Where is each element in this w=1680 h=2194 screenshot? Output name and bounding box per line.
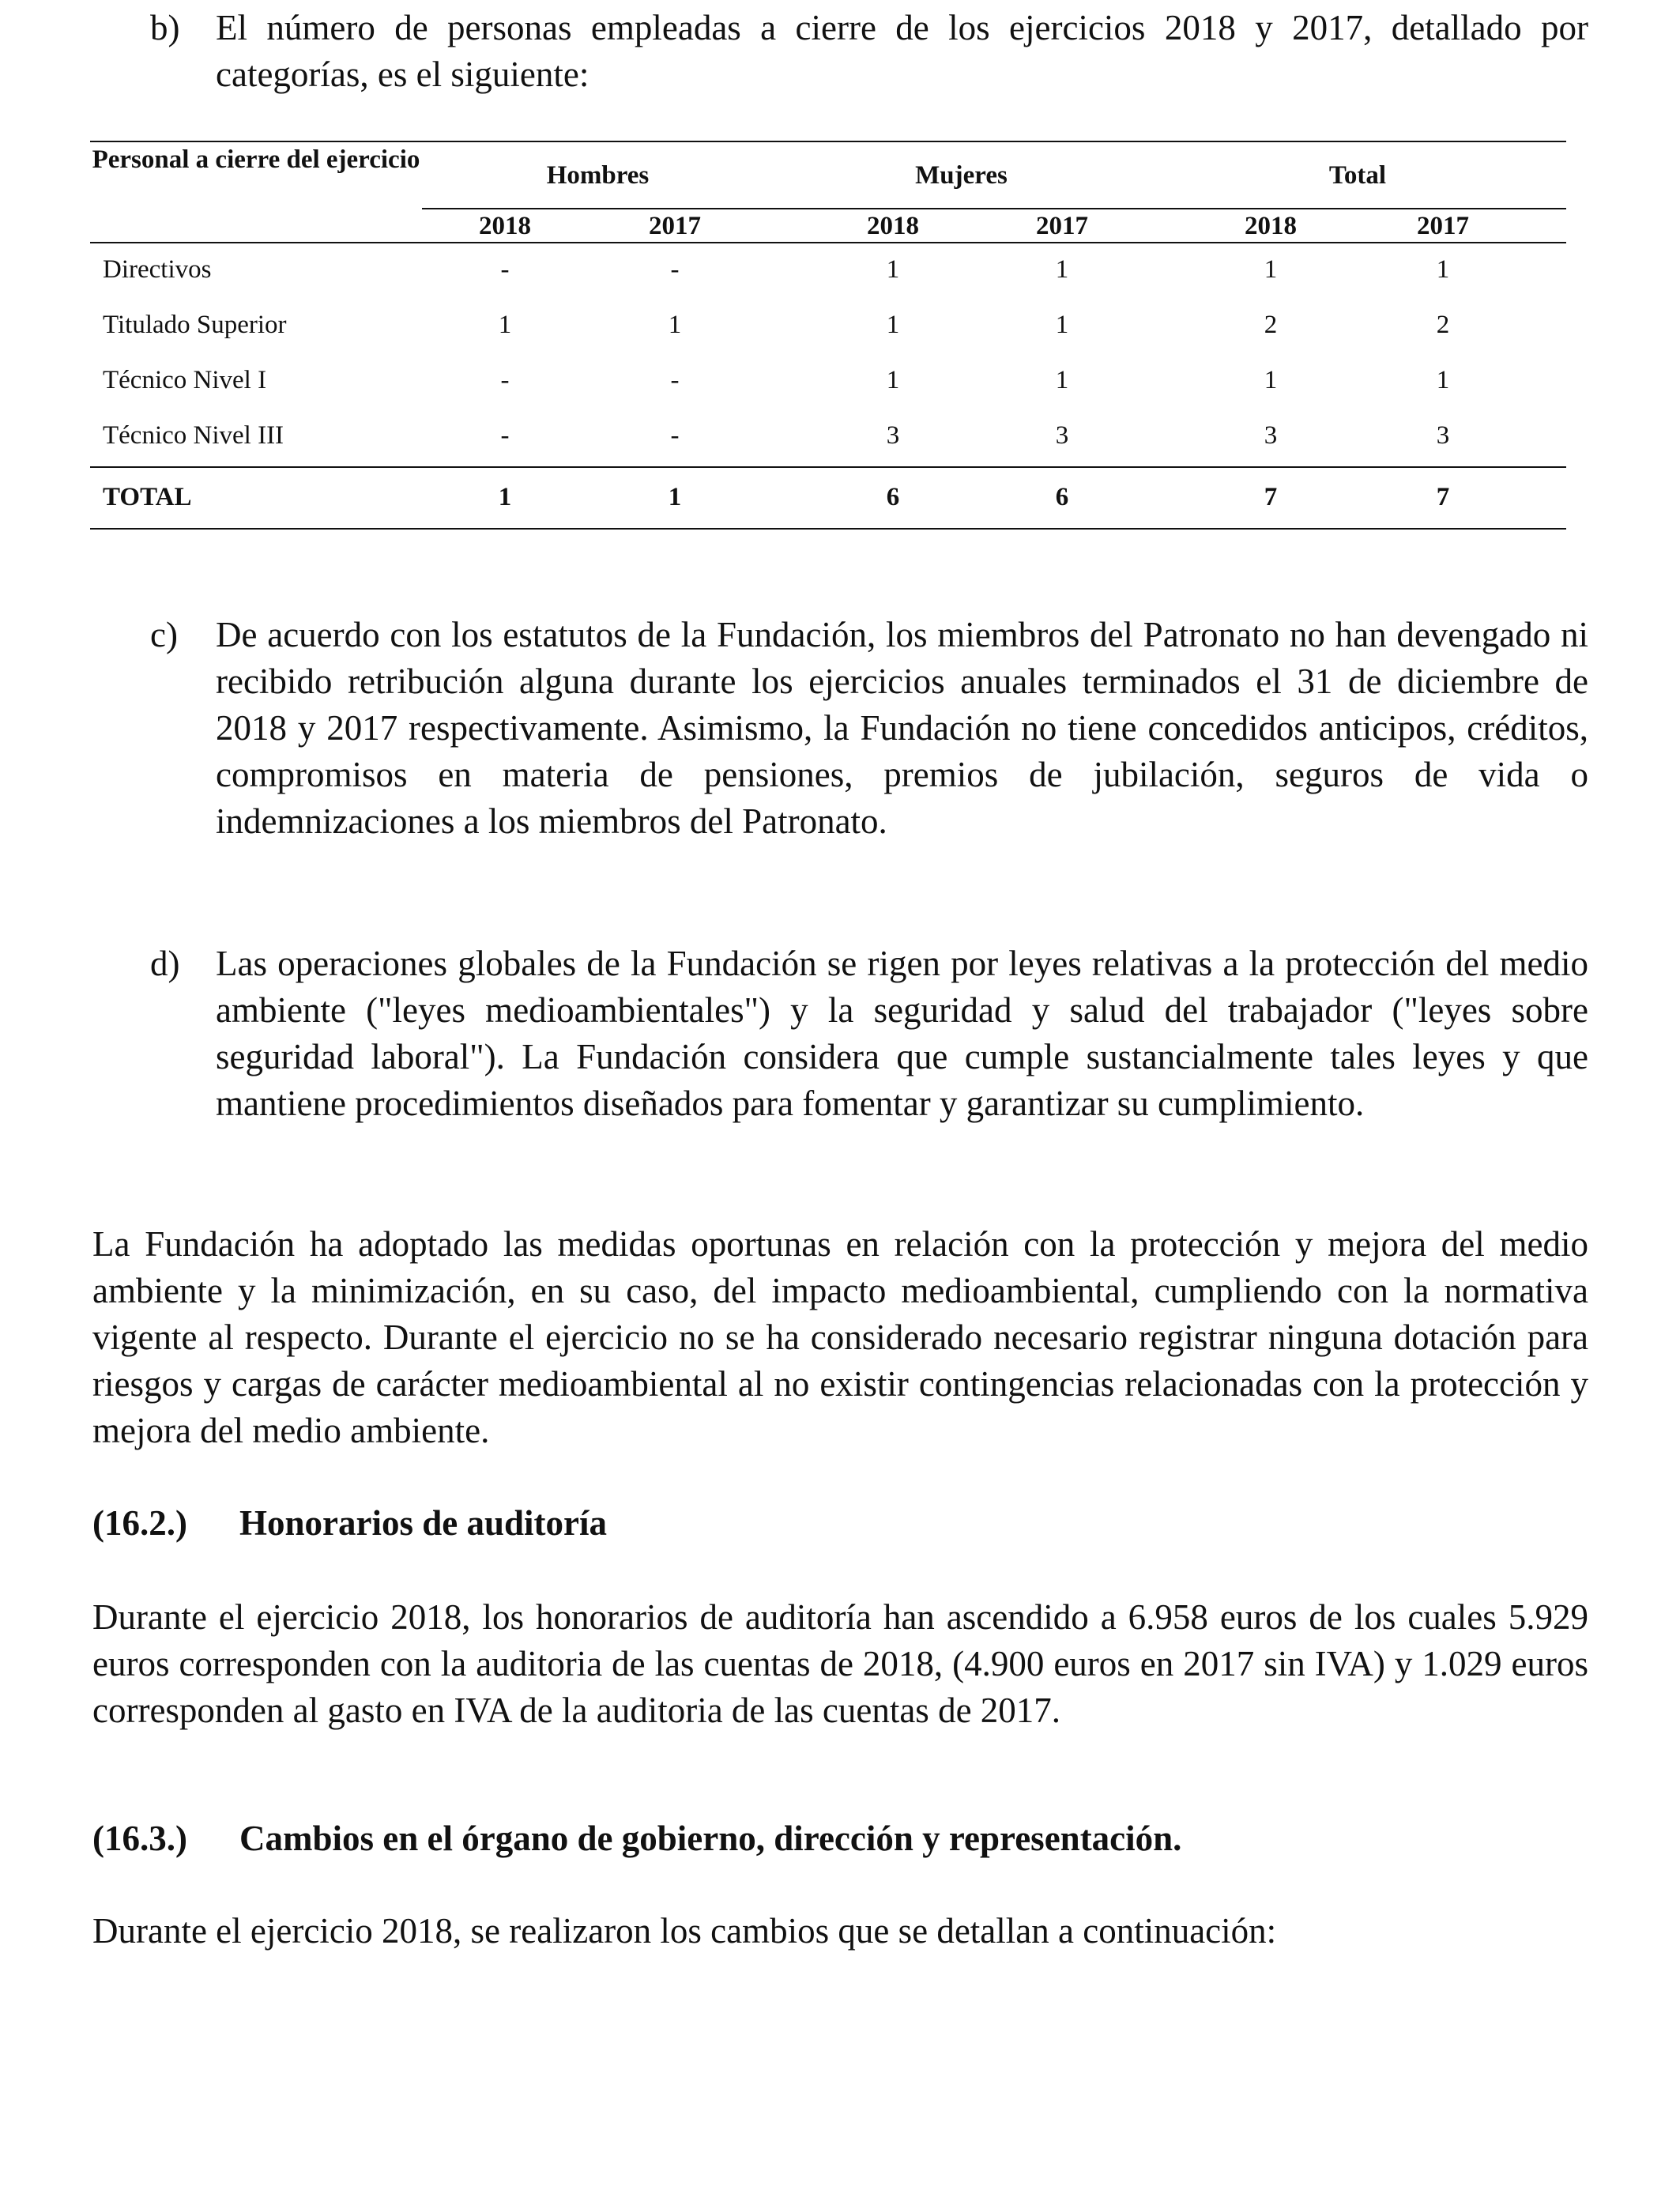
- list-item-text: El número de personas empleadas a cierre de los ejercicios 2018 y 2017, detallado por categorías, es el siguiente:: [216, 8, 1588, 94]
- table-top-rule: [90, 141, 1566, 142]
- table-cell: 1: [668, 311, 682, 339]
- table-cell: -: [670, 421, 680, 450]
- row-label: Directivos: [103, 255, 212, 284]
- year-header: 2017: [1417, 212, 1469, 240]
- table-cell: 3: [1264, 421, 1278, 450]
- table-cell: 2: [1264, 311, 1278, 339]
- group-header-total: Total: [1328, 161, 1387, 190]
- section-title: Cambios en el órgano de gobierno, dirección y representación.: [239, 1819, 1182, 1858]
- total-cell: 6: [1055, 483, 1069, 511]
- list-marker: d): [150, 944, 180, 983]
- group-header-hombres: Hombres: [546, 161, 650, 190]
- table-cell: 1: [1055, 366, 1069, 394]
- table-cell: 1: [1264, 255, 1278, 284]
- table-cell: -: [670, 366, 680, 394]
- table-header-rule: [90, 242, 1566, 243]
- row-label: Técnico Nivel III: [103, 421, 284, 450]
- group-header-mujeres: Mujeres: [915, 161, 1008, 190]
- section-title: Honorarios de auditoría: [239, 1503, 608, 1543]
- category-header: Personal a cierre del ejercicio: [92, 145, 420, 174]
- total-cell: 7: [1436, 483, 1450, 511]
- changes-paragraph: Durante el ejercicio 2018, se realizaron los cambios que se detallan a continuación:: [92, 1911, 1277, 1951]
- table-cell: -: [500, 255, 510, 284]
- table-cell: 1: [498, 311, 512, 339]
- year-header: 2017: [1036, 212, 1088, 240]
- total-cell: 1: [668, 483, 682, 511]
- table-cell: -: [670, 255, 680, 284]
- list-marker: c): [150, 615, 178, 654]
- table-cell: -: [500, 421, 510, 450]
- table-cell: 1: [886, 311, 900, 339]
- table-cell: 3: [1055, 421, 1069, 450]
- total-cell: 6: [886, 483, 900, 511]
- list-marker: b): [150, 8, 180, 47]
- table-cell: 3: [1436, 421, 1450, 450]
- table-total-rule: [90, 466, 1566, 468]
- section-number: (16.2.): [92, 1503, 187, 1543]
- year-header: 2018: [479, 212, 531, 240]
- row-label: Técnico Nivel I: [103, 366, 267, 394]
- table-cell: 1: [1436, 255, 1450, 284]
- section-number: (16.3.): [92, 1819, 187, 1858]
- total-row-label: TOTAL: [103, 483, 192, 511]
- year-header: 2018: [867, 212, 919, 240]
- environment-paragraph: La Fundación ha adoptado las medidas oportunas en relación con la protección y mejora del medio ambiente y la minimización, en su caso, del impacto medioambiental, cumpliendo con la normativa vigente al respecto. Durante el ejercicio no se ha considerado necesario registrar ninguna dotación para riesgos y cargas de carácter medioambiental al no existir contingencias relacionadas con la protección y mejora del medio ambiente.: [92, 1224, 1588, 1450]
- year-header: 2017: [649, 212, 701, 240]
- table-cell: 1: [1264, 366, 1278, 394]
- table-group-rule: [422, 208, 1566, 209]
- table-cell: 3: [886, 421, 900, 450]
- total-cell: 7: [1264, 483, 1278, 511]
- table-cell: 1: [886, 366, 900, 394]
- table-cell: 1: [1055, 255, 1069, 284]
- row-label: Titulado Superior: [103, 311, 287, 339]
- section-heading-16-2: [92, 1500, 1588, 1547]
- list-item-text: De acuerdo con los estatutos de la Fundación, los miembros del Patronato no han devengado ni recibido retribución alguna durante los ejercicios anuales terminados el 31 de diciembre de 2018 y 2017 respectivamente. Asimismo, la Fundación no tiene concedidos anticipos, créditos, compromisos en materia de pensiones, premios de jubilación, seguros de vida o indemnizaciones a los miembros del Patronato.: [216, 615, 1588, 841]
- table-cell: 2: [1436, 311, 1450, 339]
- table-cell: 1: [886, 255, 900, 284]
- list-item-d: [150, 941, 1588, 1127]
- table-cell: 1: [1436, 366, 1450, 394]
- total-cell: 1: [498, 483, 512, 511]
- list-item-text: Las operaciones globales de la Fundación se rigen por leyes relativas a la protección del medio ambiente ("leyes medioambientales") y la seguridad y salud del trabajador ("leyes sobre seguridad laboral"). La Fundación considera que cumple sustancialmente tales leyes y que mantiene procedimientos diseñados para fomentar y garantizar su cumplimiento.: [216, 944, 1588, 1123]
- table-cell: 1: [1055, 311, 1069, 339]
- list-item-b: [150, 5, 1588, 98]
- table-cell: -: [500, 366, 510, 394]
- audit-fees-paragraph: Durante el ejercicio 2018, los honorarios de auditoría han ascendido a 6.958 euros de los cuales 5.929 euros corresponden con la auditoria de las cuentas de 2018, (4.900 euros en 2017 sin IVA) y 1.029 euros corresponden al gasto en IVA de la auditoria de las cuentas de 2017.: [92, 1597, 1588, 1730]
- section-heading-16-3: [92, 1815, 1588, 1862]
- list-item-c: [150, 612, 1588, 845]
- year-header: 2018: [1245, 212, 1297, 240]
- table-bottom-rule: [90, 528, 1566, 530]
- staff-table: [90, 141, 1566, 530]
